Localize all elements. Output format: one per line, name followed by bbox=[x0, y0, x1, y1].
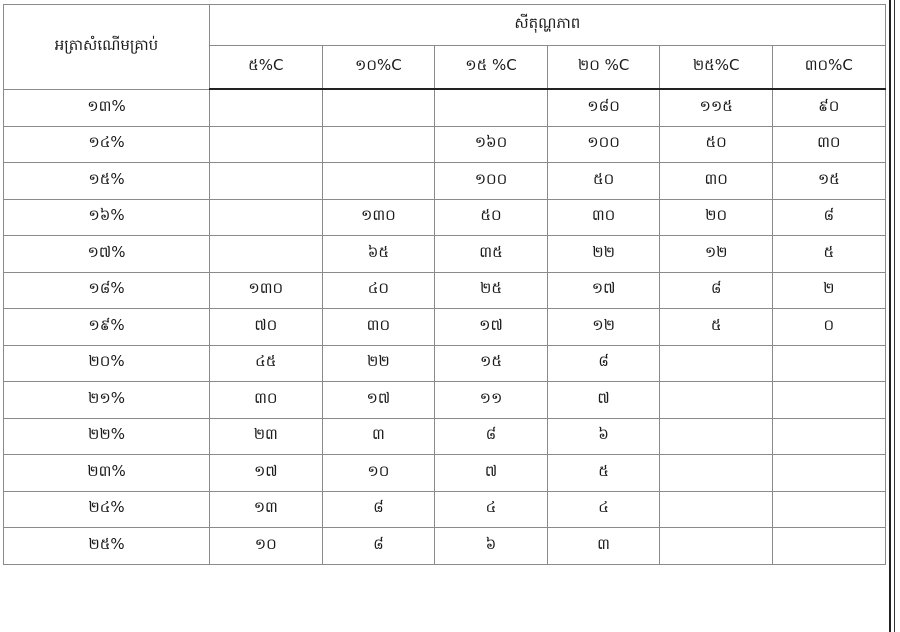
table-cell: ៩០ bbox=[772, 89, 885, 126]
table-cell: ១៨០ bbox=[547, 89, 660, 126]
table-row bbox=[4, 163, 886, 200]
group-header-label: សីតុណ្ហភាព bbox=[210, 5, 886, 46]
column-header: ២៥%C bbox=[660, 46, 773, 90]
table-row bbox=[4, 491, 886, 528]
table-cell bbox=[772, 382, 885, 419]
table-cell bbox=[772, 528, 885, 565]
table-cell: ១៥ bbox=[435, 345, 548, 382]
table-cell: ១៧ bbox=[547, 272, 660, 309]
table-cell: ៧ bbox=[435, 455, 548, 492]
table-cell: ៥០ bbox=[547, 163, 660, 200]
table-cell: ៨ bbox=[547, 345, 660, 382]
table-cell: ៤ bbox=[435, 491, 548, 528]
table-cell: ៨ bbox=[322, 491, 435, 528]
table-cell: ១៧ bbox=[210, 455, 323, 492]
table-cell: ១០០ bbox=[435, 163, 548, 200]
table-row bbox=[4, 126, 886, 163]
table-row bbox=[4, 199, 886, 236]
row-label: ១៧% bbox=[4, 236, 210, 273]
table-cell: ៦ bbox=[547, 418, 660, 455]
column-header: ១៥ %C bbox=[435, 46, 548, 90]
table-cell: ៣០ bbox=[210, 382, 323, 419]
row-label: ១៩% bbox=[4, 309, 210, 346]
table-cell: ៥០ bbox=[660, 126, 773, 163]
table-cell: ១០ bbox=[322, 455, 435, 492]
table-cell bbox=[660, 491, 773, 528]
table-cell: ៧០ bbox=[210, 309, 323, 346]
row-label: ១៤% bbox=[4, 126, 210, 163]
column-header: ៣០%C bbox=[772, 46, 885, 90]
page-right-rule-inner bbox=[894, 0, 895, 632]
table-cell: ៣៥ bbox=[435, 236, 548, 273]
table-cell: ៥ bbox=[772, 236, 885, 273]
table-cell: ១០ bbox=[210, 528, 323, 565]
row-label: ១៦% bbox=[4, 199, 210, 236]
table-cell: ៦៥ bbox=[322, 236, 435, 273]
row-label: ១៨% bbox=[4, 272, 210, 309]
table-cell: ៨ bbox=[660, 272, 773, 309]
table-cell: ១៧ bbox=[322, 382, 435, 419]
table-cell: ៥ bbox=[660, 309, 773, 346]
table-cell: ៣០ bbox=[547, 199, 660, 236]
table-cell bbox=[435, 89, 548, 126]
table-cell bbox=[772, 418, 885, 455]
table-cell bbox=[660, 455, 773, 492]
table-cell: ៣០ bbox=[322, 309, 435, 346]
table-cell: ៣ bbox=[547, 528, 660, 565]
table-cell: ១១ bbox=[435, 382, 548, 419]
row-label: ២១% bbox=[4, 382, 210, 419]
column-header: ២០ %C bbox=[547, 46, 660, 90]
table-cell bbox=[322, 126, 435, 163]
table-cell: ៣ bbox=[322, 418, 435, 455]
table-row bbox=[4, 309, 886, 346]
table-body bbox=[4, 89, 886, 564]
table-cell: ១២ bbox=[660, 236, 773, 273]
table-cell: ១២ bbox=[547, 309, 660, 346]
table-cell: ៤៥ bbox=[210, 345, 323, 382]
row-label: ២៤% bbox=[4, 491, 210, 528]
table-cell: ២៣ bbox=[210, 418, 323, 455]
table-cell: ១៣០ bbox=[322, 199, 435, 236]
row-label: ២៥% bbox=[4, 528, 210, 565]
table-cell: ០ bbox=[772, 309, 885, 346]
table-cell bbox=[772, 455, 885, 492]
table-row bbox=[4, 418, 886, 455]
table-cell bbox=[322, 163, 435, 200]
table-cell bbox=[210, 199, 323, 236]
table-cell bbox=[660, 345, 773, 382]
table-row bbox=[4, 382, 886, 419]
page-right-rule bbox=[889, 0, 891, 632]
table-cell: ៣០ bbox=[772, 126, 885, 163]
table-cell bbox=[660, 528, 773, 565]
row-label: ២៣% bbox=[4, 455, 210, 492]
table-cell bbox=[210, 89, 323, 126]
table-cell: ៨ bbox=[435, 418, 548, 455]
row-label: ២០% bbox=[4, 345, 210, 382]
table-cell: ៨ bbox=[322, 528, 435, 565]
table-row bbox=[4, 272, 886, 309]
table-cell: ២៥ bbox=[435, 272, 548, 309]
table-cell: ៨ bbox=[772, 199, 885, 236]
table-cell: ៥០ bbox=[435, 199, 548, 236]
table-row bbox=[4, 455, 886, 492]
table-row bbox=[4, 528, 886, 565]
row-label: ២២% bbox=[4, 418, 210, 455]
table-cell: ៧ bbox=[547, 382, 660, 419]
table-cell: ១០០ bbox=[547, 126, 660, 163]
table-cell: ១១៥ bbox=[660, 89, 773, 126]
table-cell: ១៧ bbox=[435, 309, 548, 346]
table-cell bbox=[210, 126, 323, 163]
table-cell bbox=[772, 491, 885, 528]
table-cell: ៤ bbox=[547, 491, 660, 528]
table-cell bbox=[322, 89, 435, 126]
table-cell bbox=[772, 345, 885, 382]
table-cell bbox=[660, 382, 773, 419]
table-cell bbox=[660, 418, 773, 455]
row-label: ១៣% bbox=[4, 89, 210, 126]
storage-days-table bbox=[3, 4, 886, 565]
table-cell: ៣០ bbox=[660, 163, 773, 200]
table-cell: ៦ bbox=[435, 528, 548, 565]
table-cell: ២០ bbox=[660, 199, 773, 236]
table-cell: ២២ bbox=[547, 236, 660, 273]
table-cell: ១៣ bbox=[210, 491, 323, 528]
table-row bbox=[4, 236, 886, 273]
table-cell bbox=[210, 236, 323, 273]
table-cell bbox=[210, 163, 323, 200]
table-cell: ១៥ bbox=[772, 163, 885, 200]
table-cell: ២២ bbox=[322, 345, 435, 382]
row-header-label: អត្រាសំណើមគ្រាប់ bbox=[4, 5, 210, 90]
table-cell: ៥ bbox=[547, 455, 660, 492]
column-header: ១០%C bbox=[322, 46, 435, 90]
table-row bbox=[4, 89, 886, 126]
table-cell: ១៣០ bbox=[210, 272, 323, 309]
table-cell: ១៦០ bbox=[435, 126, 548, 163]
table-cell: ២ bbox=[772, 272, 885, 309]
column-header: ៥%C bbox=[210, 46, 323, 90]
row-label: ១៥% bbox=[4, 163, 210, 200]
table-cell: ៤០ bbox=[322, 272, 435, 309]
table-row bbox=[4, 345, 886, 382]
